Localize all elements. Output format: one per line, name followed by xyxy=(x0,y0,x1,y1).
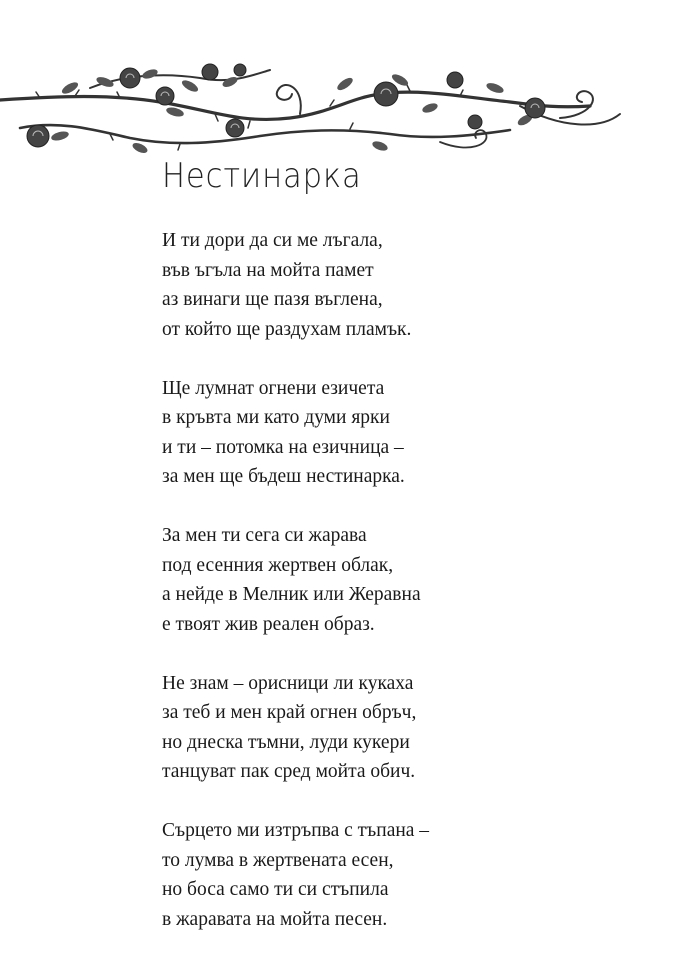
poem-line: танцуват пак сред мойта обич. xyxy=(162,761,416,782)
poem-line: Не знам – орисници ли кукаха xyxy=(162,672,414,694)
poem-line: но боса само ти си стъпила xyxy=(162,879,389,900)
poem-line: Сърцето ми изтръпва с тъпана – xyxy=(162,820,430,841)
stanza xyxy=(162,226,429,344)
poem-title: Нестинарка xyxy=(162,156,362,196)
stanza xyxy=(162,669,429,787)
poem-line: и ти – потомка на езичница – xyxy=(162,436,404,458)
poem-line: а нейде в Мелник или Жеравна xyxy=(162,584,421,605)
stanza xyxy=(162,374,429,492)
poem-line: за мен ще бъдеш нестинарка. xyxy=(162,466,405,487)
poem-line: под есенния жертвен облак, xyxy=(162,554,394,576)
poem-line: е твоят жив реален образ. xyxy=(162,613,375,635)
poem-line: Ще лумнат огнени езичета xyxy=(162,377,385,399)
poem-line: то лумва в жертвената есен, xyxy=(162,849,394,871)
poem-line: за теб и мен край огнен обръч, xyxy=(162,702,417,723)
poem-line: в кръвта ми като думи ярки xyxy=(162,407,390,428)
poem-line: от който ще раздухам пламък. xyxy=(162,318,412,340)
stanza xyxy=(162,521,429,639)
rose-vine-ornament-icon xyxy=(0,58,700,168)
stanza xyxy=(162,816,429,934)
poem-line: И ти дори да си ме лъгала, xyxy=(162,230,383,251)
poem-line: аз винаги ще пазя въглена, xyxy=(162,289,383,310)
poem-line: но днеска тъмни, луди кукери xyxy=(162,731,410,753)
poem-body xyxy=(162,226,429,964)
poem-line: във ъгъла на мойта памет xyxy=(162,259,374,281)
poem-line: в жаравата на мойта песен. xyxy=(162,908,388,930)
poem-line: За мен ти сега си жарава xyxy=(162,525,367,546)
